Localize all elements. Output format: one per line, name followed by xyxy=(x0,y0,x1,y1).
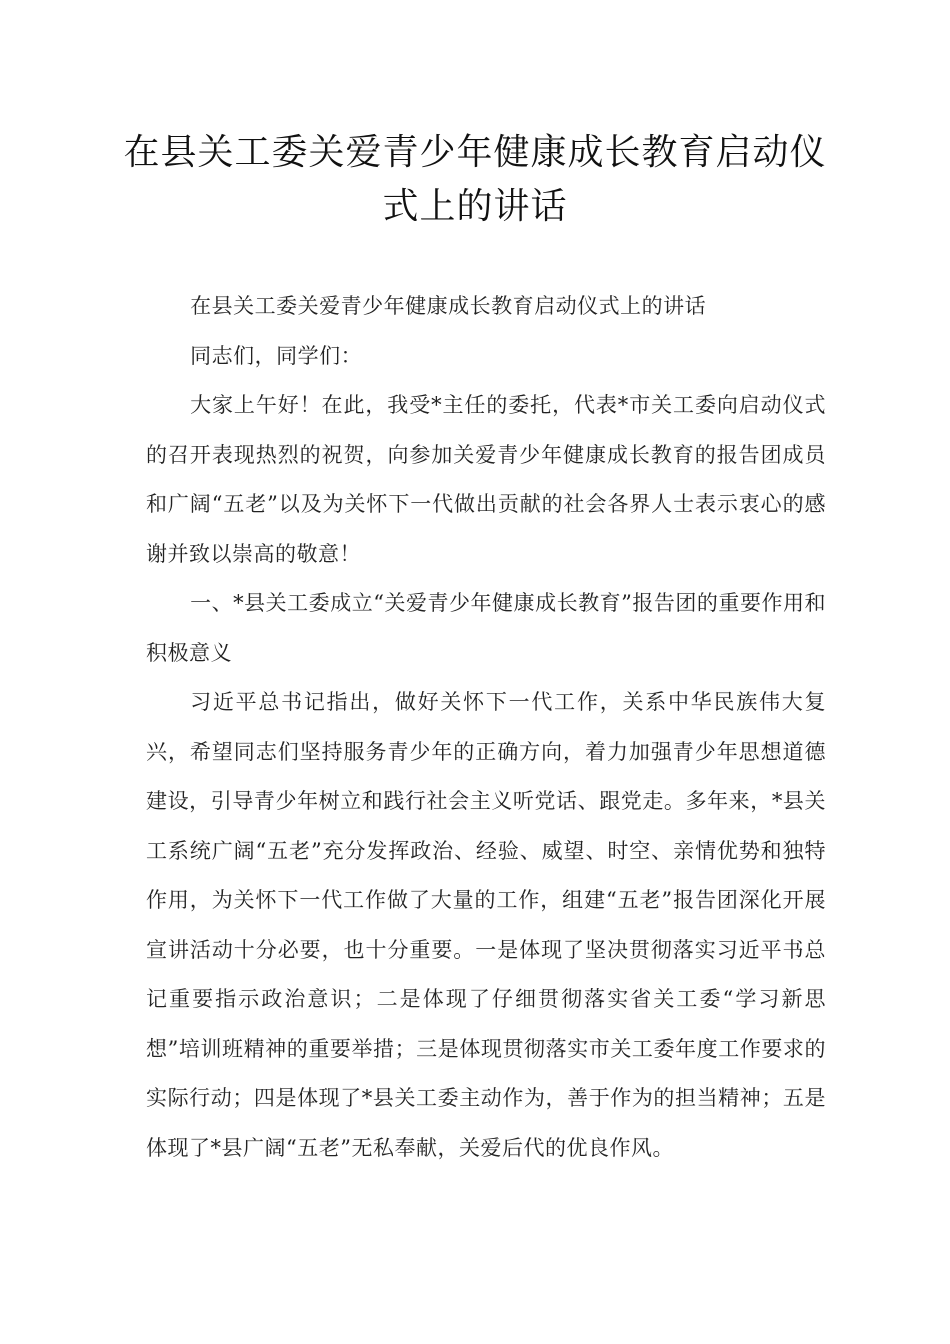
paragraph-salutation: 同志们，同学们： xyxy=(190,343,363,368)
paragraph-section-heading: 一、*县关工委成立“关爱青少年健康成长教育”报告团的重要作用和积极意义 xyxy=(146,591,826,665)
paragraph-greeting: 大家上午好！在此，我受*主任的委托，代表*市关工委向启动仪式的召开表现热烈的祝贺，向参加关爱青少年健康成长教育的报告团成员和广阔“五老”以及为关怀下一代做出贡献的社会各界人士表示衷心的感谢并致以崇高的敬意！ xyxy=(146,393,826,566)
document-body xyxy=(146,282,826,1173)
paragraph-heading-repeat: 在县关工委关爱青少年健康成长教育启动仪式上的讲话 xyxy=(190,294,707,318)
document-title: 在县关工委关爱青少年健康成长教育启动仪式上的讲话 xyxy=(123,132,827,227)
paragraph-section-body: 习近平总书记指出，做好关怀下一代工作，关系中华民族伟大复兴，希望同志们坚持服务青少年的正确方向，着力加强青少年思想道德建设，引导青少年树立和践行社会主义听党话、跟党走。多年来，*县关工系统广阔“五老”充分发挥政治、经验、威望、时空、亲情优势和独特作用，为关怀下一代工作做了大量的工作，组建“五老”报告团深化开展宣讲活动十分必要，也十分重要。一是体现了坚决贯彻落实习近平书总记重要指示政治意识；二是体现了仔细贯彻落实省关工委“学习新思想”培训班精神的重要举措；三是体现贯彻落实市关工委年度工作要求的实际行动；四是体现了*县关工委主动作为，善于作为的担当精神；五是体现了*县广阔“五老”无私奉献，关爱后代的优良作风。 xyxy=(146,690,826,1160)
